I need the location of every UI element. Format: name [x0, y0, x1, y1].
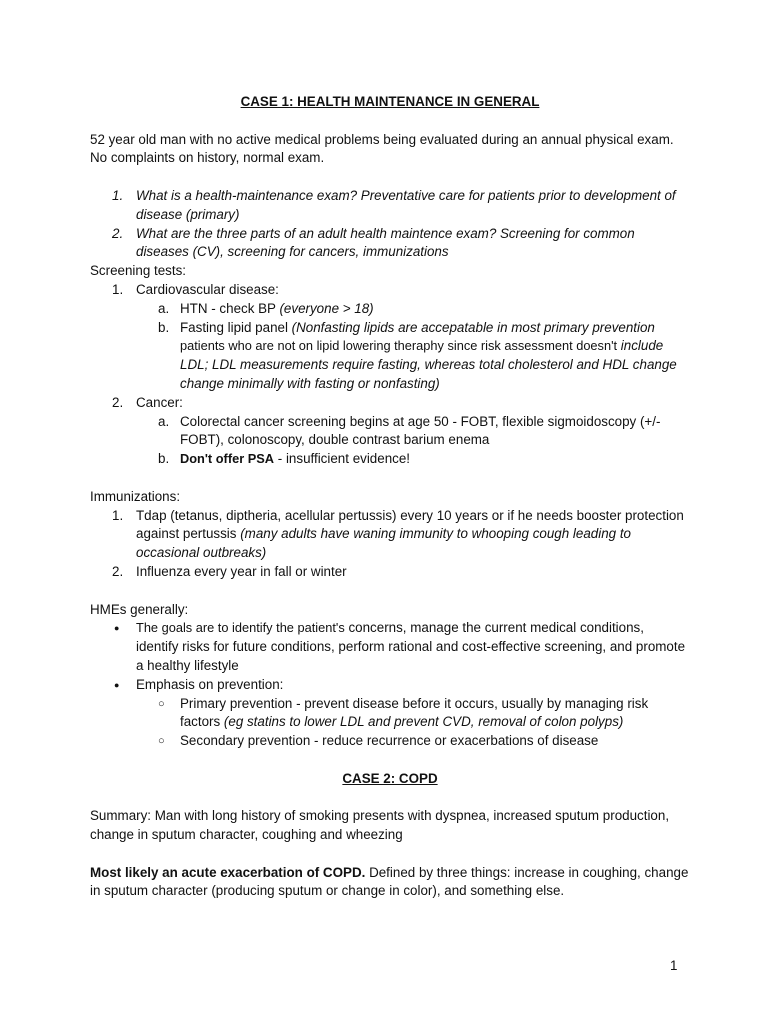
screening-sub-lipid: b. Fasting lipid panel (Nonfasting lipids are accepatable in most primary prevention patients who are not on lipid lowering theraphy since risk assessment doesn't include LDL; LDL measurements require fasting, whereas total cholesterol and HDL change change minimally with fasting or nonfasting): [158, 319, 677, 391]
question-2: 2. What are the three parts of an adult health maintence exam? Screening for common diseases (CV), screening for cancers, immunizations: [112, 225, 635, 260]
screening-item-cancer: 2. Cancer:: [112, 394, 183, 410]
hme-bullet-prevention: ● Emphasis on prevention:: [114, 676, 284, 692]
screening-sub-psa: b. Don't offer PSA - insufficient evidence!: [158, 451, 411, 467]
case1-title: CASE 1: HEALTH MAINTENANCE IN GENERAL: [240, 94, 540, 109]
immunization-tdap: 1. Tdap (tetanus, diptheria, acellular pertussis) every 10 years or if he needs booster protection against pertussis (many adults have waning immunity to whooping cough leading to occasional outbreaks): [112, 507, 684, 561]
immunization-influenza: 2. Influenza every year in fall or winter: [112, 563, 347, 579]
case1-intro: 52 year old man with no active medical problems being evaluated during an annual physical exam. No complaints on history, normal exam.: [90, 131, 674, 166]
hme-sub-primary: ○ Primary prevention - prevent disease before it occurs, usually by managing risk factors (eg statins to lower LDL and prevent CVD, removal of colon polyps): [158, 695, 649, 730]
screening-sub-colorectal: a. Colorectal cancer screening begins at age 50 - FOBT, flexible sigmoidoscopy (+/- FOBT), colonoscopy, double contrast barium enema: [158, 413, 661, 448]
screening-item-cardio: 1. Cardiovascular disease:: [112, 281, 279, 297]
question-1: 1. What is a health-maintenance exam? Preventative care for patients prior to development of disease (primary): [112, 187, 676, 222]
hme-bullet-goals: ● The goals are to identify the patient's concerns, manage the current medical conditions, identify risks for future conditions, perform rational and cost-effective screening, and promote a healthy lifestyle: [114, 620, 686, 673]
case2-likely: Most likely an acute exacerbation of COPD. Defined by three things: increase in coughing, change in sputum character (producing sputum or change in color), and something else.: [90, 864, 689, 899]
case2-summary: Summary: Man with long history of smoking presents with dyspnea, increased sputum production, change in sputum character, coughing and wheezing: [90, 808, 670, 843]
hme-heading: HMEs generally:: [90, 601, 189, 617]
document-page: [90, 93, 690, 901]
case2-title: CASE 2: COPD: [342, 770, 438, 786]
hme-sub-secondary: ○ Secondary prevention - reduce recurrence or exacerbations of disease: [158, 733, 599, 749]
immunizations-heading: Immunizations:: [90, 488, 181, 504]
page-number: 1: [670, 958, 678, 973]
screening-sub-htn: a. HTN - check BP (everyone > 18): [158, 300, 374, 316]
screening-heading: Screening tests:: [90, 263, 187, 279]
